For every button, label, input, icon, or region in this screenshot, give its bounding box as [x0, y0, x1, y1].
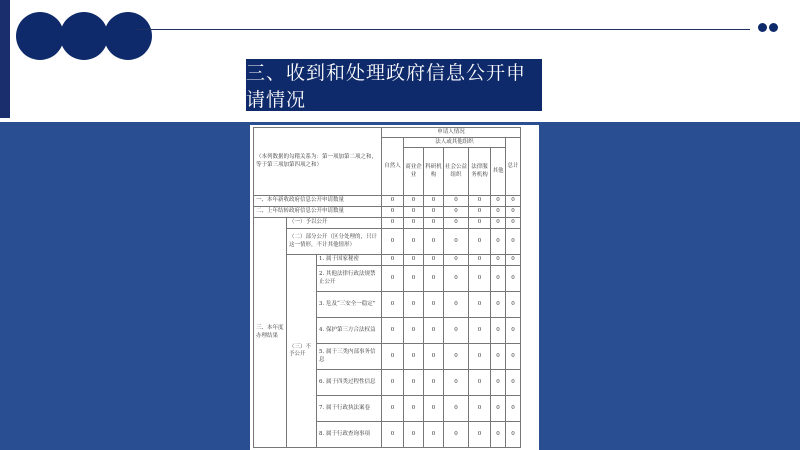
row-label: 7. 属于行政执法案卷 — [317, 396, 382, 422]
cell: 0 — [469, 218, 491, 229]
header-note: （本列数据的勾稽关系为：第一项加第二项之和，等于第三项加第四项之和） — [254, 128, 382, 196]
cell: 0 — [444, 229, 469, 255]
cell: 0 — [506, 229, 521, 255]
cell: 0 — [424, 370, 444, 396]
row-label: （一）予以公开 — [287, 218, 382, 229]
row-label: 6. 属于四类过程性信息 — [317, 370, 382, 396]
cell: 0 — [469, 207, 491, 218]
cell: 0 — [491, 218, 506, 229]
cell: 0 — [491, 255, 506, 266]
cell: 0 — [382, 266, 404, 292]
row-label: 8. 属于行政查询事项 — [317, 422, 382, 448]
cell: 0 — [506, 218, 521, 229]
cell: 0 — [424, 318, 444, 344]
cell: 0 — [444, 218, 469, 229]
cell: 0 — [382, 196, 404, 207]
cell: 0 — [382, 292, 404, 318]
cell: 0 — [469, 292, 491, 318]
sub-section-3-label: （三）不予公开 — [287, 255, 317, 448]
cell: 0 — [444, 207, 469, 218]
cell: 0 — [424, 266, 444, 292]
decor-circle-2 — [60, 12, 108, 60]
cell: 0 — [444, 255, 469, 266]
cell: 0 — [444, 396, 469, 422]
cell: 0 — [506, 292, 521, 318]
cell: 0 — [506, 344, 521, 370]
row-label: 1. 属于国家秘密 — [317, 255, 382, 266]
cell: 0 — [444, 318, 469, 344]
cell: 0 — [424, 218, 444, 229]
decor-circle-3 — [104, 12, 152, 60]
row-label: 二、上年结转政府信息公开申请数量 — [254, 207, 382, 218]
cell: 0 — [404, 207, 424, 218]
cell: 0 — [382, 207, 404, 218]
cell: 0 — [491, 344, 506, 370]
cell: 0 — [424, 255, 444, 266]
document-scan — [250, 125, 539, 450]
decor-circle-1 — [16, 12, 64, 60]
cell: 0 — [491, 396, 506, 422]
cell: 0 — [404, 318, 424, 344]
cell: 0 — [424, 292, 444, 318]
cell: 0 — [382, 255, 404, 266]
decor-dot-1 — [758, 23, 767, 32]
row-label: 5. 属于三类内部事务信息 — [317, 344, 382, 370]
cell: 0 — [424, 229, 444, 255]
cell: 0 — [382, 344, 404, 370]
cell: 0 — [506, 370, 521, 396]
cell: 0 — [382, 396, 404, 422]
cell: 0 — [469, 422, 491, 448]
applicant-header: 申请人情况 — [382, 128, 521, 138]
cell: 0 — [382, 422, 404, 448]
cell: 0 — [491, 422, 506, 448]
cell: 0 — [469, 344, 491, 370]
cell: 0 — [506, 207, 521, 218]
row-label: 3. 危及“三安全一稳定” — [317, 292, 382, 318]
cell: 0 — [491, 207, 506, 218]
cell: 0 — [506, 266, 521, 292]
cell: 0 — [491, 318, 506, 344]
cell: 0 — [444, 344, 469, 370]
cell: 0 — [404, 396, 424, 422]
cell: 0 — [382, 229, 404, 255]
legal-entity-header: 法人或其他组织 — [404, 138, 506, 148]
cell: 0 — [469, 229, 491, 255]
cell: 0 — [469, 318, 491, 344]
cell: 0 — [404, 266, 424, 292]
cell: 0 — [382, 370, 404, 396]
cell: 0 — [469, 370, 491, 396]
cell: 0 — [506, 396, 521, 422]
col-legal-service: 法律服务机构 — [469, 148, 491, 196]
cell: 0 — [382, 318, 404, 344]
cell: 0 — [404, 218, 424, 229]
cell: 0 — [424, 196, 444, 207]
cell: 0 — [404, 229, 424, 255]
cell: 0 — [469, 196, 491, 207]
cell: 0 — [491, 370, 506, 396]
cell: 0 — [444, 266, 469, 292]
decor-dot-2 — [769, 23, 778, 32]
cell: 0 — [404, 370, 424, 396]
header-rule — [136, 29, 750, 30]
cell: 0 — [506, 422, 521, 448]
col-total: 总计 — [506, 138, 521, 196]
cell: 0 — [404, 344, 424, 370]
cell: 0 — [404, 422, 424, 448]
cell: 0 — [404, 196, 424, 207]
cell: 0 — [424, 396, 444, 422]
section-3-label: 三、本年度办理结果 — [254, 218, 287, 448]
slide-title: 三、收到和处理政府信息公开申请情况 — [246, 59, 542, 111]
row-label: （二）部分公开（区分处理的，只计这一情形，不计其他情形） — [287, 229, 382, 255]
cell: 0 — [469, 255, 491, 266]
cell: 0 — [444, 422, 469, 448]
left-accent-bar — [0, 0, 10, 118]
cell: 0 — [506, 318, 521, 344]
cell: 0 — [382, 218, 404, 229]
disclosure-table — [253, 127, 521, 448]
col-commercial: 商业企业 — [404, 148, 424, 196]
cell: 0 — [444, 292, 469, 318]
row-label: 一、本年新收政府信息公开申请数量 — [254, 196, 382, 207]
col-research: 科研机构 — [424, 148, 444, 196]
cell: 0 — [404, 292, 424, 318]
row-label: 4. 保护第三方合法权益 — [317, 318, 382, 344]
cell: 0 — [469, 266, 491, 292]
cell: 0 — [491, 196, 506, 207]
row-label: 2. 其他法律行政法规禁止公开 — [317, 266, 382, 292]
cell: 0 — [424, 207, 444, 218]
cell: 0 — [491, 292, 506, 318]
cell: 0 — [424, 344, 444, 370]
cell: 0 — [424, 422, 444, 448]
col-nonprofit: 社会公益组织 — [444, 148, 469, 196]
cell: 0 — [469, 396, 491, 422]
cell: 0 — [506, 255, 521, 266]
col-other: 其他 — [491, 148, 506, 196]
col-natural-person: 自然人 — [382, 138, 404, 196]
cell: 0 — [506, 196, 521, 207]
cell: 0 — [444, 196, 469, 207]
cell: 0 — [491, 266, 506, 292]
cell: 0 — [404, 255, 424, 266]
cell: 0 — [491, 229, 506, 255]
cell: 0 — [444, 370, 469, 396]
